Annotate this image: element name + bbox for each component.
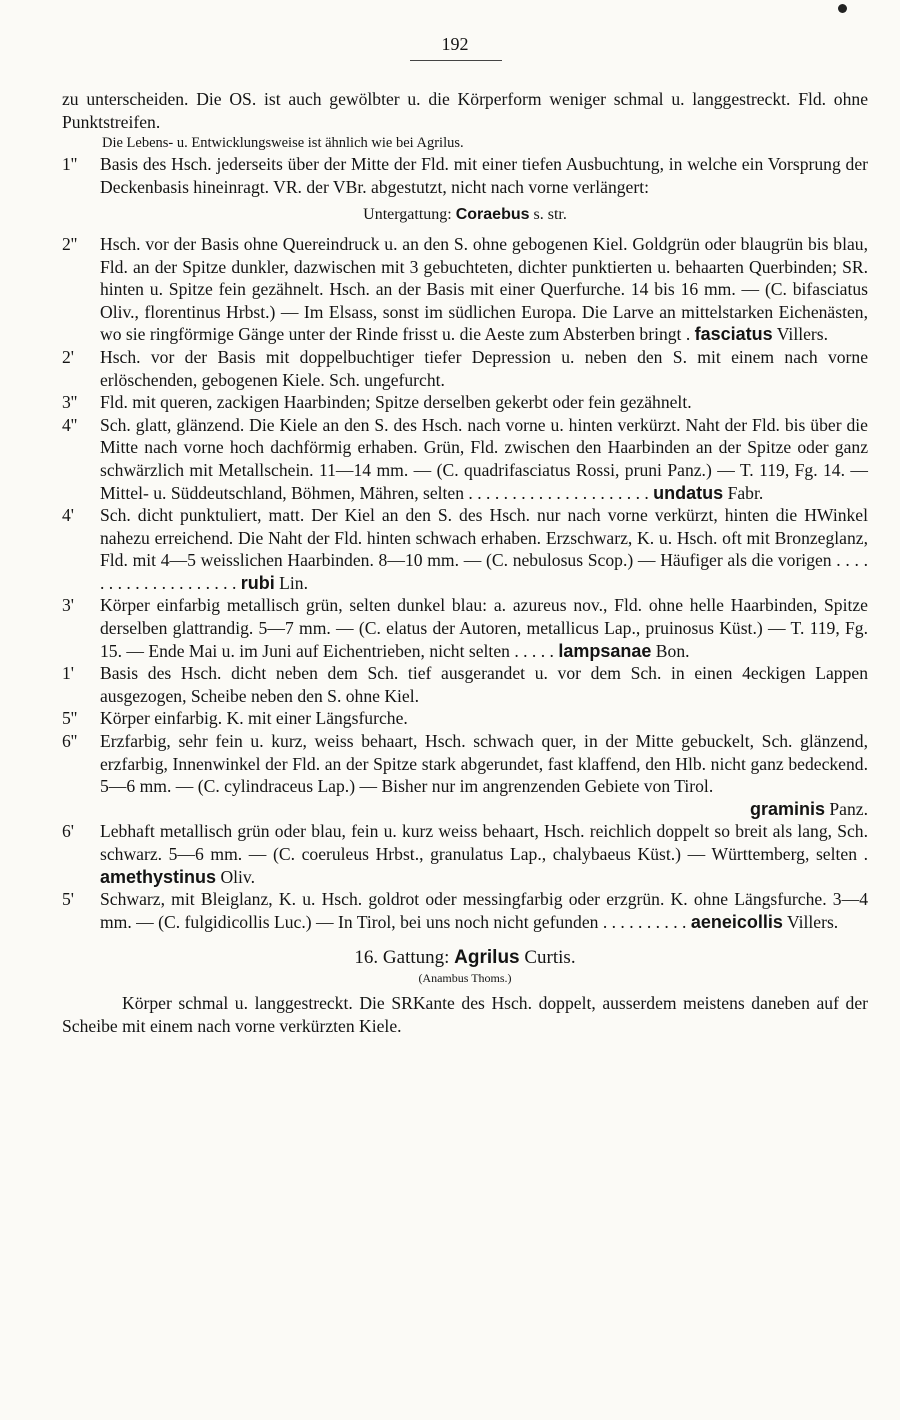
species-author: Oliv. — [220, 866, 255, 887]
key-entry — [62, 707, 868, 730]
genus-heading — [62, 947, 868, 970]
genus-name: Agrilus — [454, 947, 520, 969]
entry-text: Hsch. vor der Basis mit doppelbuchtiger tiefer Depression u. neben den S. mit einem nach vorne erlöschenden, gebogenen Kiele. Sch. ungefurcht. — [100, 346, 868, 390]
species-author: Villers. — [786, 911, 839, 932]
genus-prefix: 16. Gattung: — [354, 947, 450, 969]
species-author: Villers. — [776, 324, 829, 345]
page-number-rule — [410, 60, 502, 61]
entry-body: Körper einfarbig metallisch grün, selten dunkel blau: a. azureus nov., Fld. ohne helle Haarbinden, Spitze derselben glattrandig. 5—7 mm. — (C. elatus der Autoren, metallicus Lap., pruinosus Küst.) — T. 119, Fg. 15. — Ende Mai u. im Juni auf Eichentrieben, nicht selten . . . . . — [100, 595, 868, 661]
entry-body: Schwarz, mit Bleiglanz, K. u. Hsch. goldrot oder messingfarbig oder erzgrün. K. ohne Längsfurche. 3—4 mm. — (C. fulgidicollis Luc.) — In Tirol, bei uns noch nicht gefunden . . . . . . . . . . — [100, 889, 868, 932]
species-name: lampsanae — [558, 640, 652, 661]
subgenus-name: Coraebus — [455, 206, 530, 224]
key-entry — [62, 346, 868, 391]
species-author: Bon. — [655, 640, 690, 661]
entry-text — [100, 730, 868, 820]
key-entry — [62, 662, 868, 707]
species-name: amethystinus — [100, 866, 217, 887]
entry-number: 4' — [62, 505, 74, 526]
entry-number: 1'' — [62, 154, 78, 175]
key-entry — [62, 504, 868, 594]
key-entry — [62, 414, 868, 504]
species-author: Lin. — [279, 572, 309, 593]
entry-body: Sch. dicht punktuliert, matt. Der Kiel an den S. des Hsch. nur nach vorne verkürzt, hinten die HWinkel nahezu erreichend. Die Naht der Fld. hinten schwach erhaben. Erzschwarz, K. u. Hsch. oft mit Bronzeglanz, Fld. mit 4—5 weisslichen Haarbinden. 8—10 mm. — (C. nebulosus Scop.) — Häufiger als die vorigen . . . . . . . . . . . . . . . . . . . . — [100, 505, 868, 593]
entry-body: Lebhaft metallisch grün oder blau, fein u. kurz weiss behaart, Hsch. reichlich doppelt so breit als lang, Sch. schwarz. 5—6 mm. — (C. coeruleus Hrbst., granulatus Lap., chalybaeus Küst.) — Württemberg, selten . — [100, 821, 868, 864]
entry-text: Basis des Hsch. jederseits über der Mitte der Fld. mit einer tiefen Ausbuchtung, in welche ein Vorsprung der Deckenbasis hineinragt. VR. der VBr. abgestutzt, nicht nach vorne verlängert: — [100, 154, 868, 197]
entry-text: Basis des Hsch. dicht neben dem Sch. tief ausgerandet u. vor dem Sch. in einen 4eckigen Lappen ausgezogen, Scheibe neben den S. ohne Kiel. — [100, 663, 868, 706]
key-entry — [62, 233, 868, 346]
species-author: Fabr. — [727, 482, 764, 503]
entry-number: 3'' — [62, 392, 78, 413]
entry-text — [100, 504, 868, 594]
species-name: graminis — [749, 798, 825, 819]
key-entry — [62, 820, 868, 888]
species-name: aeneicollis — [690, 911, 783, 932]
species-name: rubi — [240, 572, 275, 593]
genus-synonym: (Anambus Thoms.) — [418, 970, 512, 985]
subgenus-heading — [62, 204, 868, 227]
intro-paragraph: zu unterscheiden. Die OS. ist auch gewölbter u. die Körperform weniger schmal u. langgestreckt. Fld. ohne Punktstreifen. — [62, 89, 868, 132]
key-entry — [62, 153, 868, 198]
species-name: fasciatus — [694, 324, 773, 345]
entry-body: Erzfarbig, sehr fein u. kurz, weiss behaart, Hsch. schwach quer, in der Mitte gebuckelt, Sch. glänzend, erzfarbig, Innenwinkel der Fld. an der Spitze stark abgerundet, fast klaffend, den Hlb. nicht ganz bedeckend. 5—6 mm. — (C. cylindraceus Lap.) — Bisher nur im angrenzenden Gebiete von Tirol. — [100, 731, 868, 797]
entry-body: Hsch. vor der Basis ohne Quereindruck u. an den S. ohne gebogenen Kiel. Goldgrün oder blaugrün bis blau, Fld. an der Spitze dunkler, dazwischen mit 3 gebuchteten, dichter punktierten u. behaarten Querbinden; SR. hinten u. Spitze fein gezähnelt. Hsch. an der Basis mit einer Querfurche. 14 bis 16 mm. — (C. bifasciatus Oliv., florentinus Hrbst.) — Im Elsass, sonst im südlichen Europa. Die Larve an mittelstarken Eichenästen, wo sie ringförmige Gänge unter der Rinde frisst u. die Aeste zum Absterben bringt . — [100, 233, 868, 345]
entry-body: Sch. glatt, glänzend. Die Kiele an den S. des Hsch. nach vorne u. hinten verkürzt. Naht der Fld. bis über die Mitte nach vorne hoch dachförmig erhaben. Grün, Fld. zwischen den Haarbinden an der Spitze oder ganz schwärzlich mit Metallschein. 11—14 mm. — (C. quadrifasciatus Rossi, pruni Panz.) — T. 119, Fg. 14. — Mittel- u. Süddeutschland, Böhmen, Mähren, selten . . . . . . . . . . . . . . . . . . . . . — [100, 414, 868, 503]
species-line — [100, 798, 868, 821]
intro-note: Die Lebens- u. Entwicklungsweise ist ähnlich wie bei Agrilus. — [102, 135, 464, 152]
closing-paragraph: Körper schmal u. langgestreckt. Die SRKante des Hsch. doppelt, ausserdem meistens daneben auf der Scheibe mit einem nach vorne verkürzten Kiele. — [62, 992, 868, 1036]
entry-number: 5' — [62, 889, 74, 910]
key-entry — [62, 594, 868, 662]
entry-number: 4'' — [62, 414, 78, 435]
species-author: Panz. — [829, 798, 868, 819]
entry-number: 1' — [62, 663, 74, 684]
genus-suffix: Curtis. — [524, 947, 576, 969]
entry-text — [100, 414, 868, 504]
entry-text — [100, 594, 868, 662]
page-content — [62, 88, 868, 1037]
entry-text — [100, 233, 868, 346]
page-number: 192 — [441, 34, 469, 54]
key-entry — [62, 391, 868, 414]
entry-number: 2' — [62, 346, 74, 367]
entry-number: 2'' — [62, 233, 78, 254]
entry-number: 6' — [62, 821, 74, 842]
subgenus-prefix: Untergattung: — [363, 206, 452, 224]
key-entry — [62, 888, 868, 933]
entry-number: 6'' — [62, 731, 78, 752]
entry-text — [100, 888, 868, 933]
species-name: undatus — [653, 482, 724, 503]
key-entry — [62, 730, 868, 820]
ink-spot — [838, 4, 847, 13]
entry-text — [100, 820, 868, 888]
entry-text: Fld. mit queren, zackigen Haarbinden; Spitze derselben gekerbt oder fein gezähnelt. — [100, 392, 692, 413]
subgenus-suffix: s. str. — [533, 206, 567, 224]
entry-text: Körper einfarbig. K. mit einer Längsfurche. — [100, 708, 408, 729]
entry-number: 5'' — [62, 708, 78, 729]
entry-number: 3' — [62, 595, 74, 616]
